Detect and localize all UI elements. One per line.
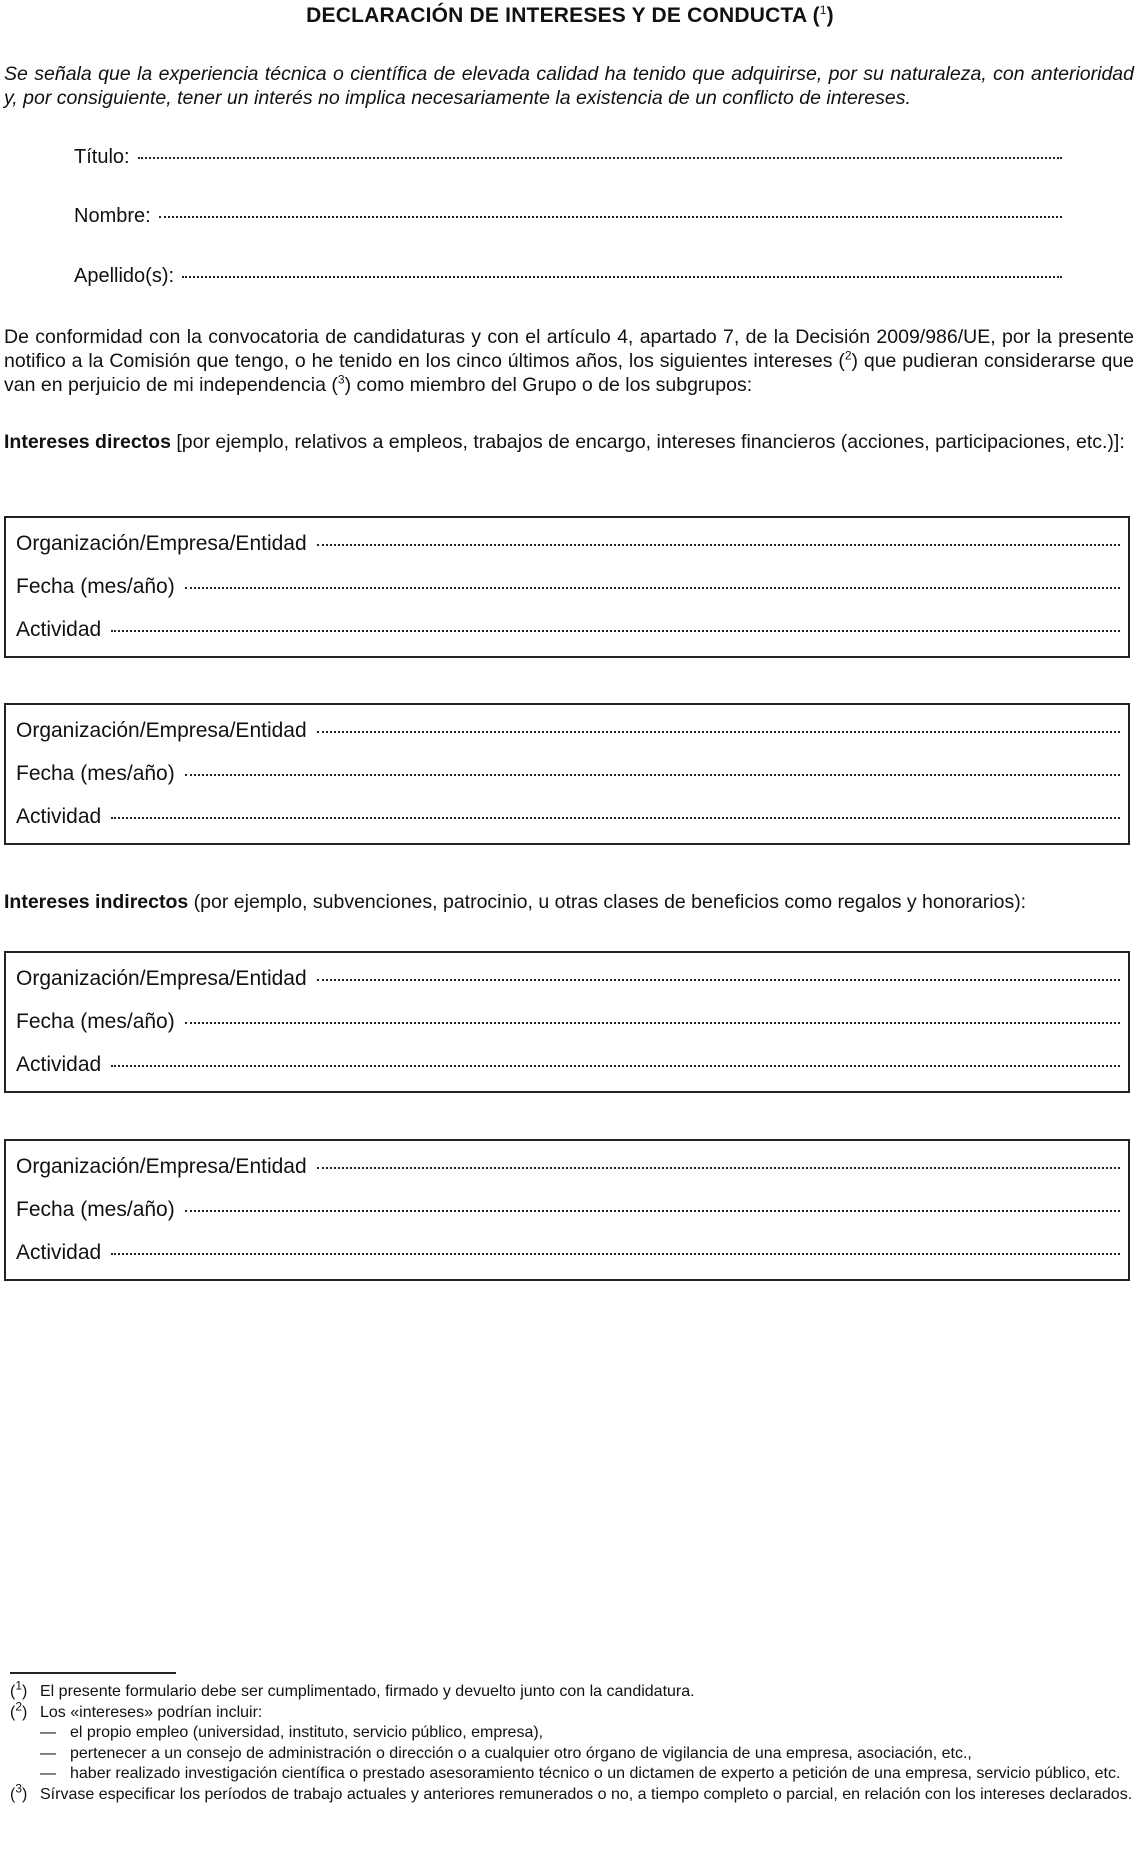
date-dotted-line[interactable] <box>185 773 1120 776</box>
nombre-label: Nombre: <box>74 205 151 227</box>
footnote-2-item-text: pertenecer a un consejo de administración o dirección o a cualquier otro órgano de vigilancia de una empresa, asociación, etc., <box>70 1744 972 1762</box>
declaration-footnote-ref-2: 2 <box>844 348 852 363</box>
direct-interest-box-1[interactable] <box>4 516 1130 658</box>
declaration-footnote-ref-3: 3 <box>337 372 345 387</box>
footnote-1-marker: ($^1$) <box>10 1678 28 1700</box>
organization-dotted-line[interactable] <box>317 730 1120 733</box>
activity-row[interactable] <box>16 618 1120 642</box>
date-row[interactable] <box>16 1198 1120 1222</box>
declaration-text-3: ) como miembro del Grupo o de los subgrupos: <box>344 374 753 396</box>
dash-marker: — <box>40 1744 56 1762</box>
nombre-field[interactable] <box>74 205 1062 228</box>
apellidos-label: Apellido(s): <box>74 265 175 287</box>
organization-label: Organización/Empresa/Entidad <box>16 532 307 555</box>
footnote-1-number: 1 <box>15 1678 23 1693</box>
footnote-2-text: Los «intereses» podrían incluir: <box>40 1703 263 1721</box>
activity-row[interactable] <box>16 1241 1120 1265</box>
date-row[interactable] <box>16 575 1120 599</box>
date-row[interactable] <box>16 1010 1120 1034</box>
intro-paragraph: Se señala que la experiencia técnica o científica de elevada calidad ha tenido que adquirirse, por su naturaleza, con anterioridad y, por consiguiente, tener un interés no implica necesariamente la existencia de un conflicto de intereses. <box>4 63 1134 109</box>
organization-row[interactable] <box>16 967 1120 991</box>
apellidos-field[interactable] <box>74 265 1062 288</box>
organization-label: Organización/Empresa/Entidad <box>16 967 307 990</box>
footnote-2-item-text: haber realizado investigación científica o prestado asesoramiento técnico o un dictamen de experto a petición de una empresa, servicio público, etc. <box>70 1765 1121 1782</box>
activity-dotted-line[interactable] <box>111 1252 1120 1255</box>
organization-dotted-line[interactable] <box>317 978 1120 981</box>
activity-label: Actividad <box>16 1053 102 1076</box>
activity-dotted-line[interactable] <box>111 1064 1120 1067</box>
direct-interests-description: [por ejemplo, relativos a empleos, trabajos de encargo, intereses financieros (acciones, participaciones, etc.)]: <box>170 431 1125 453</box>
title-footnote-ref: 1 <box>819 3 827 17</box>
date-dotted-line[interactable] <box>185 1021 1120 1024</box>
direct-interests-heading <box>4 430 1134 454</box>
footnote-2 <box>10 1699 1134 1785</box>
footnote-3-text: Sírvase especificar los períodos de trabajo actuales y anteriores remunerados o no, a tiempo completo o parcial, en relación con los intereses declarados. <box>40 1785 1133 1803</box>
indirect-interest-box-1[interactable] <box>4 951 1130 1093</box>
date-label: Fecha (mes/año) <box>16 1198 175 1221</box>
dash-marker: — <box>40 1765 56 1782</box>
nombre-dotted-line[interactable] <box>159 215 1062 218</box>
footnote-3 <box>10 1781 1134 1806</box>
indirect-interest-box-2[interactable] <box>4 1139 1130 1281</box>
footnote-2-number: 2 <box>15 1699 23 1714</box>
declaration-paragraph <box>4 325 1134 397</box>
declaration-form <box>4 0 1136 1872</box>
activity-row[interactable] <box>16 805 1120 829</box>
footnote-separator <box>10 1672 176 1674</box>
titulo-dotted-line[interactable] <box>138 156 1062 159</box>
activity-label: Actividad <box>16 618 102 641</box>
footnote-2-marker: ($^2$) <box>10 1699 28 1721</box>
organization-label: Organización/Empresa/Entidad <box>16 1155 307 1178</box>
indirect-interests-title: Intereses indirectos <box>4 891 189 913</box>
organization-row[interactable] <box>16 1155 1120 1179</box>
footnote-1-text: El presente formulario debe ser cumplimentado, firmado y devuelto junto con la candidatura. <box>40 1683 695 1700</box>
organization-label: Organización/Empresa/Entidad <box>16 719 307 742</box>
indirect-interests-description: (por ejemplo, subvenciones, patrocinio, u otras clases de beneficios como regalos y honorarios): <box>188 891 1027 913</box>
date-dotted-line[interactable] <box>185 1209 1120 1212</box>
apellidos-dotted-line[interactable] <box>182 275 1062 278</box>
titulo-field[interactable] <box>74 146 1062 169</box>
activity-label: Actividad <box>16 1241 102 1264</box>
organization-dotted-line[interactable] <box>317 1166 1120 1169</box>
dash-marker: — <box>40 1724 56 1741</box>
organization-dotted-line[interactable] <box>317 543 1120 546</box>
footnote-2-item <box>40 1744 1134 1765</box>
activity-row[interactable] <box>16 1053 1120 1077</box>
activity-dotted-line[interactable] <box>111 629 1120 632</box>
footnote-3-number: 3 <box>15 1781 23 1796</box>
title-text: DECLARACIÓN DE INTERESES Y DE CONDUCTA <box>306 4 807 27</box>
footnotes <box>10 1678 1134 1805</box>
page-title: DECLARACIÓN DE INTERESES Y DE CONDUCTA ($^1$) <box>306 3 834 27</box>
date-row[interactable] <box>16 762 1120 786</box>
indirect-interests-heading <box>4 890 1134 914</box>
direct-interests-title: Intereses directos <box>4 431 171 453</box>
footnote-2-item-text: el propio empleo (universidad, instituto, servicio público, empresa), <box>70 1724 544 1741</box>
date-label: Fecha (mes/año) <box>16 575 175 598</box>
direct-interest-box-2[interactable] <box>4 703 1130 845</box>
footnote-2-item <box>40 1764 1134 1785</box>
declaration-text-2: ) que pudieran considerarse que van en perjuicio de mi independencia ( <box>4 350 1134 396</box>
organization-row[interactable] <box>16 719 1120 743</box>
date-dotted-line[interactable] <box>185 586 1120 589</box>
footnote-3-marker: ($^3$) <box>10 1781 28 1803</box>
date-label: Fecha (mes/año) <box>16 1010 175 1033</box>
activity-label: Actividad <box>16 805 102 828</box>
activity-dotted-line[interactable] <box>111 816 1120 819</box>
organization-row[interactable] <box>16 532 1120 556</box>
footnote-2-item <box>40 1723 1134 1744</box>
footnote-1 <box>10 1678 1134 1703</box>
titulo-label: Título: <box>74 146 130 168</box>
declaration-text-1: De conformidad con la convocatoria de candidaturas y con el artículo 4, apartado 7, de la Decisión 2009/986/UE, por la presente notifico a la Comisión que tengo, o he tenido en los cinco últimos años, los siguientes intereses ( <box>4 326 1134 372</box>
date-label: Fecha (mes/año) <box>16 762 175 785</box>
